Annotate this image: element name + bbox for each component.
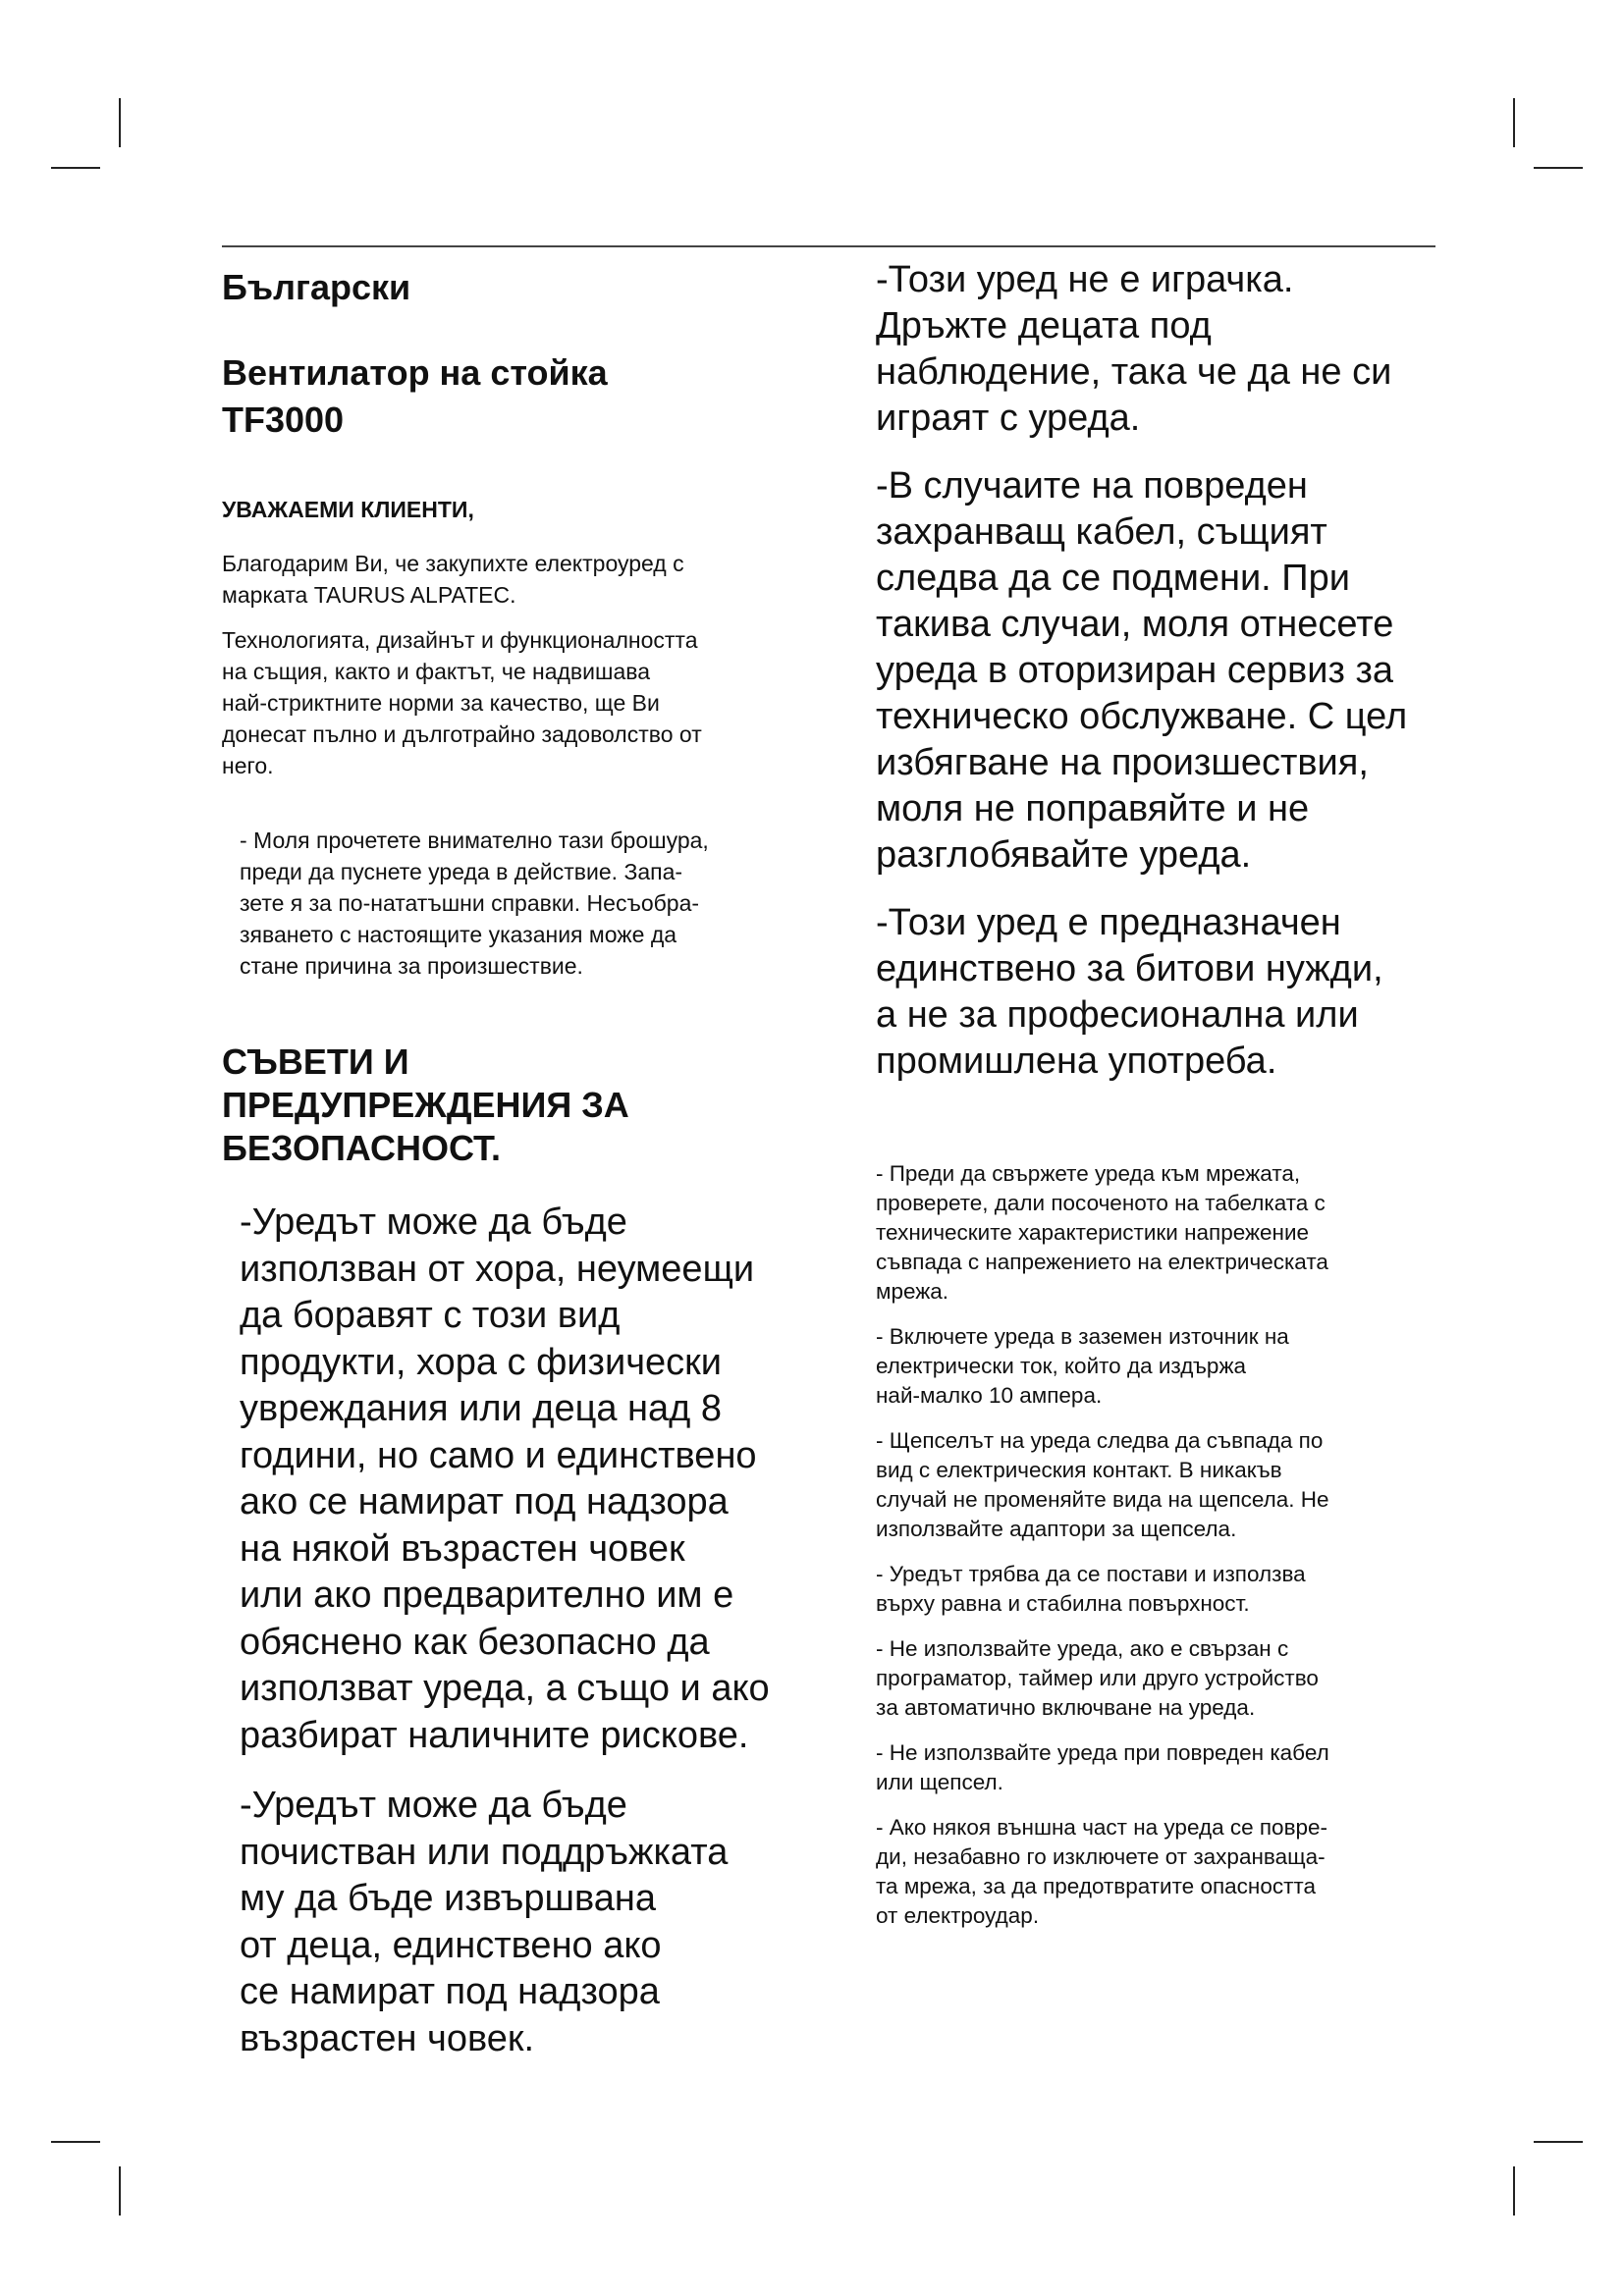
language-heading: Български xyxy=(222,267,411,307)
note-item: - Не използвайте уреда при повреден кабел или щепсел. xyxy=(876,1740,1329,1794)
crop-mark-bottom-left-vertical xyxy=(119,2166,121,2216)
note-item: - Уредът трябва да се постави и използва върху равна и стабилна повърхност. xyxy=(876,1562,1306,1616)
intro-paragraph-1: Благодарим Ви, че закупихте електроуред с марката TAURUS ALPATEC. xyxy=(222,551,684,608)
safety-warning-3: -Този уред не е играчка. Дръжте децата под наблюдение, така че да не си играят с уреда. xyxy=(876,259,1392,439)
read-instructions-note: - Моля прочетете внимателно тази брошура, преди да пуснете уреда в действие. Запа- зете я за по-нататъшни справки. Несъобра- зяването с настоящите указания може да стане причина за произшествие. xyxy=(240,828,709,979)
intro-paragraph-2: Технологията, дизайнът и функционалността на същия, както и фактът, че надвишава най-стриктните норми за качество, ще Ви донесат пълно и дълготрайно задоволство от него. xyxy=(222,627,702,778)
safety-warning-2: -Уредът може да бъде почистван или поддръжката му да бъде извършвана от деца, единствено ако се намират под надзора възрастен човек. xyxy=(240,1785,729,2059)
note-item: - Щепселът на уреда следва да съвпада по вид с електрическия контакт. В никакъв случай не променяйте вида на щепсела. Не използвайте адаптори за щепсела. xyxy=(876,1428,1329,1541)
note-item: - Преди да свържете уреда към мрежата, проверете, дали посоченото на табелката с техническите характеристики напрежение съвпада с напрежението на електрическата мрежа. xyxy=(876,1161,1328,1304)
crop-mark-top-right-horizontal xyxy=(1534,167,1583,169)
note-item: - Ако някоя външна част на уреда се повре- ди, незабавно го изключете от захранваща- та мрежа, за да предотвратите опасността от електроудар. xyxy=(876,1815,1328,1928)
right-column xyxy=(870,257,1459,1931)
note-item: - Не използвайте уреда, ако е свързан с програматор, таймер или друго устройство за автоматично включване на уреда. xyxy=(876,1636,1319,1720)
left-column xyxy=(222,257,821,2062)
crop-mark-bottom-right-horizontal xyxy=(1534,2141,1583,2143)
safety-warning-5: -Този уред е предназначен единствено за битови нужди, а не за професионална или промишлена употреба. xyxy=(876,902,1383,1082)
crop-mark-top-left-horizontal xyxy=(51,167,100,169)
product-title: Вентилатор на стойка TF3000 xyxy=(222,352,608,440)
safety-warning-1: -Уредът може да бъде използван от хора, неумеещи да боравят с този вид продукти, хора с физически увреждания или деца над 8 години, но само и единствено ако се намират под надзора на някой възрастен човек или ако предварително им е обяснено как безопасно да използват уреда, а също и ако разбират наличните рискове. xyxy=(240,1201,770,1756)
greeting: УВАЖАЕМИ КЛИЕНТИ, xyxy=(222,497,474,522)
safety-heading: СЪВЕТИ И ПРЕДУПРЕЖДЕНИЯ ЗА БЕЗОПАСНОСТ. xyxy=(222,1041,629,1168)
note-item: - Включете уреда в заземен източник на електрически ток, който да издържа най-малко 10 ампера. xyxy=(876,1324,1289,1408)
crop-mark-top-left-vertical xyxy=(119,98,121,147)
crop-mark-bottom-left-horizontal xyxy=(51,2141,100,2143)
crop-mark-bottom-right-vertical xyxy=(1513,2166,1515,2216)
header-rule xyxy=(222,245,1435,247)
safety-warning-4: -В случаите на повреден захранващ кабел, същият следва да се подмени. При такива случаи, моля отнесете уреда в оторизиран сервиз за техническо обслужване. С цел избягване на произшествия, моля не поправяйте и не разглобявайте уреда. xyxy=(876,465,1408,876)
crop-mark-top-right-vertical xyxy=(1513,98,1515,147)
